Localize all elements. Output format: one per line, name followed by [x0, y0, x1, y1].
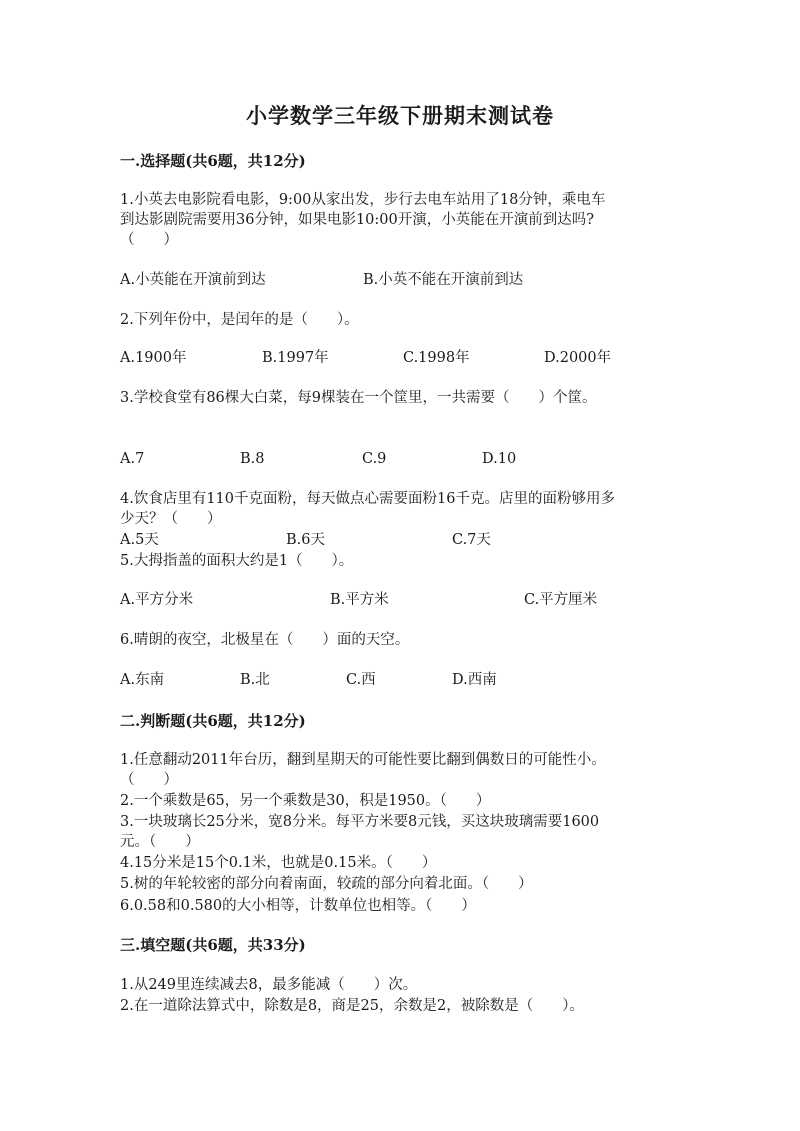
- question-text: 到达影剧院需要用36分钟，如果电影10:00开演，小英能在开演前到达吗?: [120, 212, 595, 228]
- judgment-item: 1.任意翻动2011年台历，翻到星期天的可能性要比翻到偶数日的可能性小。: [120, 752, 606, 768]
- option-d: D.10: [482, 451, 517, 467]
- option-d: D.西南: [452, 672, 497, 688]
- option-c: C.1998年: [403, 350, 470, 366]
- question-text: 5.大拇指盖的面积大约是1（ ）。: [120, 553, 354, 569]
- fill-in-item: 2.在一道除法算式中，除数是8，商是25，余数是2，被除数是（ ）。: [120, 998, 584, 1014]
- question-text: 4.饮食店里有110千克面粉，每天做点心需要面粉16千克。店里的面粉够用多: [120, 491, 615, 507]
- fill-in-item: 1.从249里连续减去8，最多能减（ ）次。: [120, 977, 418, 993]
- option-c: C.9: [362, 451, 387, 467]
- option-a: A.东南: [120, 672, 165, 688]
- section-heading-multiple-choice: 一.选择题(共6题，共12分): [120, 152, 306, 170]
- option-a: A.5天: [120, 532, 159, 548]
- option-b: B.小英不能在开演前到达: [363, 272, 524, 288]
- section-heading-fill-in: 三.填空题(共6题，共33分): [120, 936, 306, 954]
- option-b: B.6天: [286, 532, 325, 548]
- option-b: B.8: [240, 451, 265, 467]
- judgment-item: 3.一块玻璃长25分米，宽8分米。每平方米要8元钱，买这块玻璃需要1600: [120, 814, 600, 830]
- option-b: B.平方米: [330, 592, 389, 608]
- question-text: 少天？（ ）: [120, 511, 222, 527]
- option-c: C.平方厘米: [524, 592, 598, 608]
- answer-blank: 元。（ ）: [120, 834, 200, 850]
- option-a: A.7: [120, 451, 145, 467]
- option-d: D.2000年: [544, 350, 612, 366]
- exam-title: 小学数学三年级下册期末测试卷: [246, 103, 554, 128]
- answer-blank: （ ）: [120, 232, 178, 248]
- judgment-item: 5.树的年轮较密的部分向着南面，较疏的部分向着北面。（ ）: [120, 876, 533, 892]
- question-text: 6.晴朗的夜空，北极星在（ ）面的天空。: [120, 632, 410, 648]
- question-text: 1.小英去电影院看电影，9:00从家出发，步行去电车站用了18分钟，乘电车: [120, 192, 606, 208]
- section-heading-true-false: 二.判断题(共6题，共12分): [120, 712, 306, 730]
- question-text: 2.下列年份中，是闰年的是（ ）。: [120, 312, 359, 328]
- option-a: A.1900年: [120, 350, 187, 366]
- answer-blank: （ ）: [120, 772, 178, 788]
- judgment-item: 2.一个乘数是65，另一个乘数是30，积是1950。（ ）: [120, 793, 491, 809]
- judgment-item: 4.15分米是15个0.1米，也就是0.15米。（ ）: [120, 855, 437, 871]
- option-b: B.北: [240, 672, 270, 688]
- option-b: B.1997年: [262, 350, 329, 366]
- option-a: A.小英能在开演前到达: [120, 272, 266, 288]
- question-text: 3.学校食堂有86棵大白菜，每9棵装在一个筐里，一共需要（ ）个筐。: [120, 390, 597, 406]
- judgment-item: 6.0.58和0.580的大小相等，计数单位也相等。（ ）: [120, 898, 476, 914]
- option-a: A.平方分米: [120, 592, 194, 608]
- option-c: C.7天: [452, 532, 491, 548]
- option-c: C.西: [346, 672, 376, 688]
